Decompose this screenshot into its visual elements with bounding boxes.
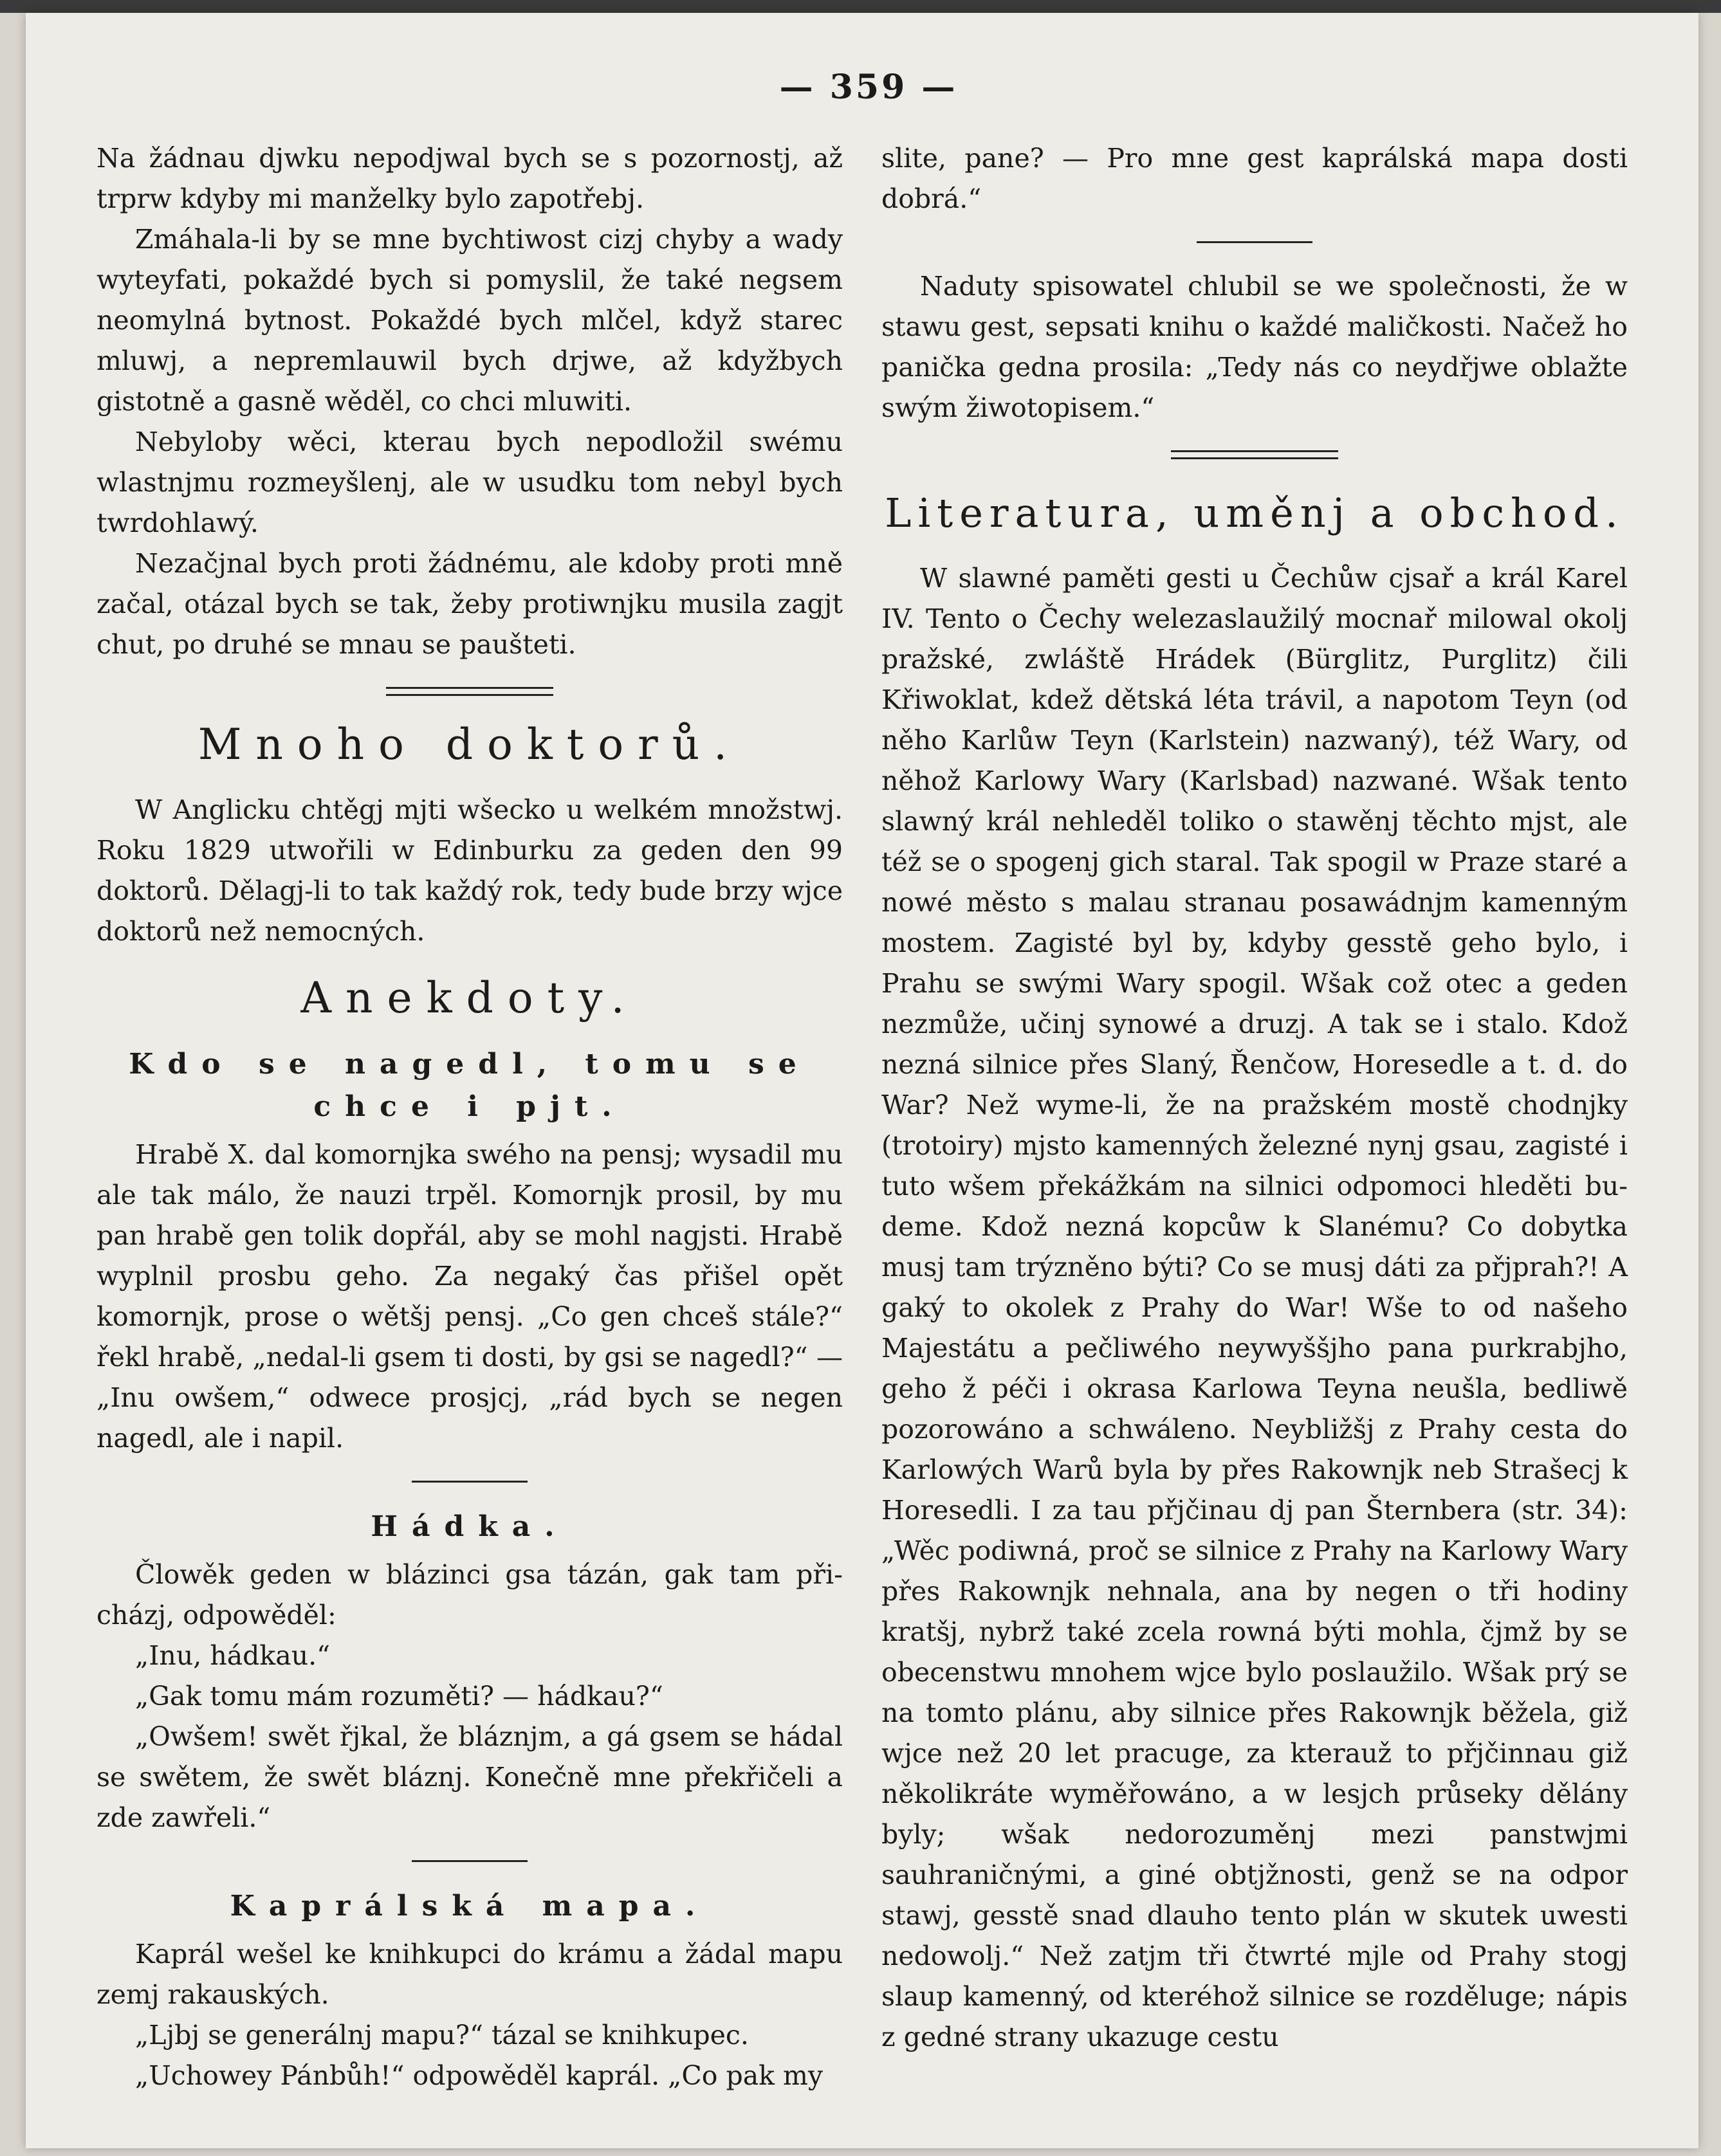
section-divider (412, 1481, 528, 1483)
heading-anekdoty: Anekdoty. (300, 973, 639, 1023)
heading-literatura: Literatura, uměnj a obchod. (885, 489, 1624, 536)
heading-mnoho-doktoru: Mnoho doktorů. (198, 720, 742, 769)
right-column (881, 138, 1628, 2058)
section-divider (386, 687, 553, 696)
paragraph: „Uchowey Pánbůh!“ odpowěděl kaprál. „Co pak my (135, 2060, 824, 2091)
left-column (97, 138, 843, 2096)
paragraph: Kaprál wešel ke knihkupci do krámu a žádal mapu zemj rakauských. (97, 1939, 843, 2010)
paragraph: Nebyloby wěci, kterau bych nepodložil swému wlastnjmu rozmeyšlenj, ale w usudku tom nebyl bych twrdohlawý. (97, 426, 843, 538)
paragraph: Hrabě X. dal komornjka swého na pensj; wysadil mu ale tak málo, že nauzi trpěl. Komornjk prosil, by mu pan hrabě gen tolik dopřál, aby se mohl nagjsti. Hrabě wyplnil prosbu geho. Za negaký čas přišel opět komornjk, prose o wětšj pensj. „Co gen chceš stále?“ řekl hrabě, „nedal-li gsem ti dosti, by gsi se nagedl?“ — „Inu owšem,“ odwece prosjcj, „rád bych se negen nagedl, ale i napil. (97, 1139, 843, 1454)
subheading-hadka: Hádka. (371, 1510, 569, 1543)
paragraph: Člowěk geden w blázinci gsa tázán, gak tam přicházj, odpowěděl: (97, 1559, 843, 1631)
paragraph: W Anglicku chtěgj mjti wšecko u welkém množstwj. Roku 1829 utwořili w Edinburku za geden den 99 doktorů. Dělagj-li to tak každý rok, tedy bude brzy wjce doktorů než nemocných. (97, 794, 843, 947)
subheading-kdo-se-nagedl: Kdo se nagedl, tomu se chce i pjt. (129, 1048, 811, 1123)
paragraph: „Inu, hádkau.“ (135, 1640, 331, 1671)
paragraph: slite, pane? — Pro mne gest kaprálská mapa dosti dobrá.“ (881, 143, 1628, 214)
subheading-kapralska-mapa: Kaprálská mapa. (230, 1890, 710, 1923)
section-divider (1197, 241, 1312, 243)
paragraph: Na žádnau djwku nepodjwal bych se s pozornostj, až trprw kdyby mi manželky bylo zapotřebj. (97, 143, 843, 214)
paragraph: Naduty spisowatel chlubil se we společnosti, že w stawu gest, sepsati knihu o každé maličkosti. Načež ho panička gedna prosila: „Tedy nás co neydřjwe oblažte swým žiwotopisem.“ (881, 271, 1628, 423)
paragraph: Nezačjnal bych proti žádnému, ale kdoby proti mně začal, otázal bych se tak, žeby protiwnjku musila zagjt chut, po druhé se mnau se paušteti. (97, 548, 843, 660)
section-divider (1171, 450, 1338, 459)
page-number: — 359 — (779, 68, 958, 107)
paragraph: „Ljbj se generálnj mapu?“ tázal se knihkupec. (135, 2020, 749, 2051)
section-divider (412, 1860, 528, 1862)
paragraph: „Gak tomu mám rozuměti? — hádkau?“ (135, 1681, 663, 1712)
paragraph: Zmáhala-li by se mne bychtiwost cizj chyby a wady wyteyfati, pokaždé bych si pomyslil, že také negsem neomylná bytnost. Pokaždé bych mlčel, když starec mluwj, a nepremlauwil bych drjwe, až kdyžbych gistotně a gasně wěděl, co chci mluwiti. (97, 224, 843, 417)
paragraph: „Owšem! swět řjkal, že bláznjm, a gá gsem se hádal se swětem, že swět bláznj. Konečně mne překřičeli a zde zawřeli.“ (97, 1721, 843, 1833)
scan-top-edge (0, 0, 1721, 13)
paragraph: W slawné paměti gesti u Čechůw cjsař a král Karel IV. Tento o Čechy welezaslaužilý mocnař milowal okolj pražské, zwláště Hrádek (Bürglitz, Purglitz) čili Křiwoklat, kdež dětská léta trávil, a napotom Teyn (od něho Karlůw Teyn (Karlstein) nazwaný), též Wary, od něhož Karlowy Wary (Karlsbad) nazwané. Wšak tento slawný král nehleděl toliko o stawěnj těchto mjst, ale též se o spogenj gich staral. Tak spogil w Praze staré a nowé město s malau stranau posawádnjm kamenným mostem. Zagisté byl by, kdyby gesstě geho bylo, i Prahu se swými Wary spogil. Wšak což otec a geden nezmůže, učinj synowé a druzj. A tak se i stalo. Kdož nezná silnice přes Slaný, Řenčow, Horesedle a t. d. do War? Než wyme-li, že na pražském mostě chodnjky (trotoiry) mjsto kamenných železné nynj gsau, zagisté i tuto wšem překážkám na silnici odpomoci hleděti budeme. Kdož nezná kopcůw k Slanému? Co dobytka musj tam trýzněno býti? Co se musj dáti za přjprah?! A gaký to okolek z Prahy do War! Wše to od našeho Majestátu a pečliwého neywyššjho pana purkrabjho, geho ž péči i okrasa Karlowa Teyna neušla, bedliwě pozorowáno a schwáleno. Neybližšj z Prahy cesta do Karlowých Warů byla by přes Rakownjk neb Strašecj k Horesedli. I za tau přjčinau dj pan Šternbera (str. 34): „Wěc podiwná, proč se silnice z Prahy na Karlowy Wary přes Rakownjk nehnala, ana by negen o tři hodiny kratšj, nybrž také zcela rowná býti mohla, čjmž by se obecenstwu mnohem wjce bylo poslaužilo. Wšak prý se na tomto plánu, aby silnice přes Rakownjk běžela, giž wjce než 20 let pracuge, za kterauž to přjčinnau giž několikráte wyměřowáno, a w lesjch průseky dělány byly; wšak nedorozuměnj mezi panstwjmi sauhraničnými, a giné obtjžnosti, genž se na odpor stawj, gesstě snad dlauho tento plán w skutek uwesti nedowolj.“ Než zatjm tři čtwrté mjle od Prahy stogj slaup kamenný, od kteréhož silnice se rozděluge; nápis z gedné strany ukazuge cestu (881, 563, 1628, 2052)
